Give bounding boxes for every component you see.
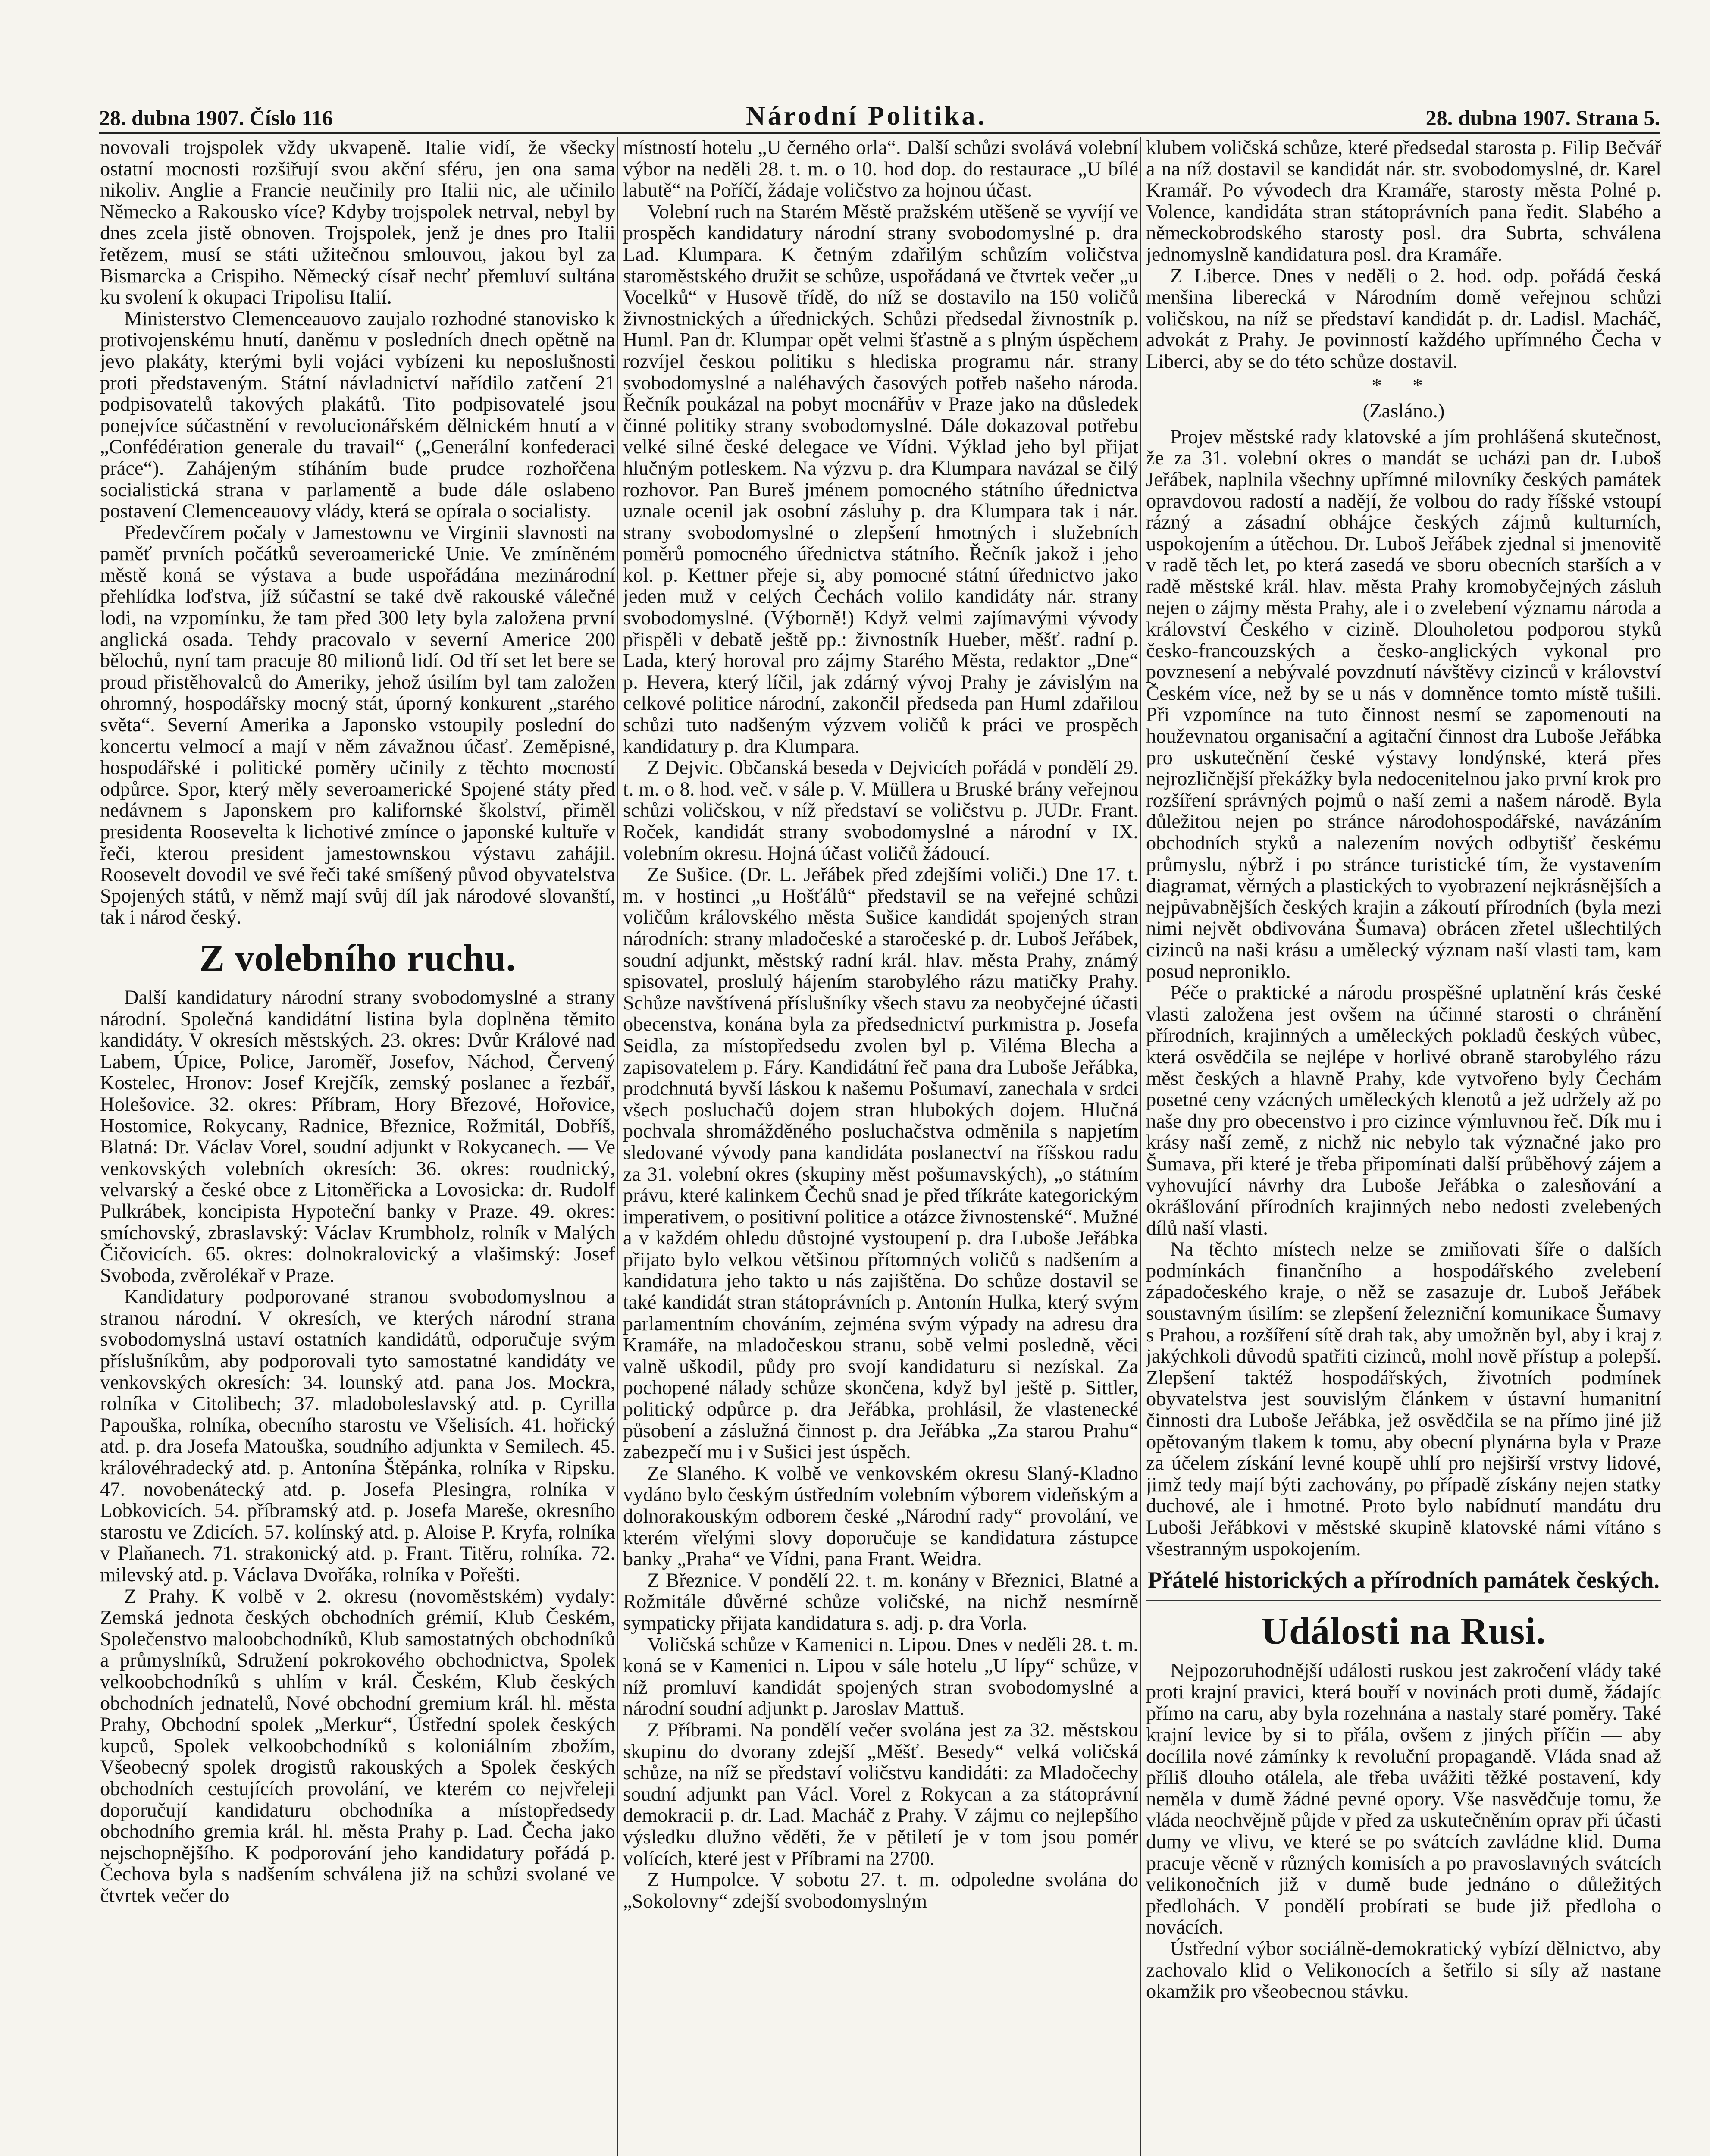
article-paragraph: Ze Sušice. (Dr. L. Jeřábek před zdejšími voliči.) Dne 17. t. m. v hostinci „u Hošťálů“ představil se na veřejné schůzi voličům královského města Sušice kandidát spojených stran národních: strany mladočeské a staročeské p. dr. Luboš Jeřábek, soudní adjunkt, městský radní král. hlav. města Prahy, známý spisovatel, proslulý hájením starobylého rázu matičky Prahy. Schůze navštívená příslušníky všech stavu za neobyčejné účasti obecenstva, konána byla za předsednictví purkmistra p. Josefa Seidla, za místopředsedu zvolen byl p. Viléma Blecha a zapisovatelem p. Fáry. Kandidátní řeč pana dra Luboše Jeřábka, prodchnutá byvší láskou k našemu Pošumaví, zanechala v srdci všech posluchačů dojem stran hlubokých dojem. Hlučná pochvala shromážděného posluchačstva odměnila s napjetím sledované vývody pana kandidáta poslanectví na říšskou radu za 31. volební okres (skupiny měst pošumavských), „o státním právu, které kalinkem Čechů snad je před tříkráte kategorickým imperativem, o positivní politice a otázce živnostenské“. Mužné a v každém ohledu důstojné vystoupení p. dra Luboše Jeřábka přijato bylo velkou většinou přítomných voličů s nadšením a kandidatura jeho takto u nás zajištěna. Do schůze dostavil se také kandidát stran státoprávních p. Antonín Hulka, který svým parlamentním chováním, zejména svým výpady na adresu dra Kramáře, na mladočeskou stranu, sobě velmi posledně, věci valně uškodil, půdy pro svojí kandidaturu si nezískal. Za pochopené nálady schůze skončena, když byl ještě p. Sittler, politický odpůrce p. dra Jeřábka, prohlásil, že vlastenecké působení a záslužná činnost p. dra Jeřábka „Za starou Prahu“ zabezpečí mu i v Sušici jest úspěch.: [623, 864, 1138, 1463]
section-rule: [1146, 1600, 1661, 1601]
article-paragraph: Volební ruch na Starém Městě pražském utěšeně se vyvíjí ve prospěch kandidatury národní strany svobodomyslné p. dra Lad. Klumpara. K četným zdařilým schůzím voličstva staroměstského družit se schůze, uspořádaná ve čtvrtek večer „u Vocelků“ v Husově třídě, do níž se dostavilo na 150 voličů živnostnických a úřednických. Schůzi předsedal živnostník p. Huml. Pan dr. Klumpar opět velmi šťastně a s plným úspěchem rozvíjel českou politiku s hlediska programu nár. strany svobodomyslné a naléhavých časových potřeb našeho národa. Řečník poukázal na pobyt mocnářův v Praze jako na důsledek činné politiky strany svobodomyslné. Dále dokazoval potřebu velké silné české delegace ve Vídni. Výklad jeho byl přijat hlučným potleskem. Na výzvu p. dra Klumpara navázal se čilý rozhovor. Pan Bureš jménem pomocného státního úřednictva uznale ocenil jak osobní zásluhy p. dra Klumpara tak i nár. strany svobodomyslné o zlepšení hmotných i služebních poměrů pomocného úřednictva státního. Řečník jakož i jeho kol. p. Kettner přeje si, aby pomocné státní úřednictvo jako jeden muž v celých Čechách volilo kandidáty nár. strany svobodomyslné. (Výborně!) Když velmi zajímavými vývody přispěli v debatě ještě pp.: živnostník Hueber, měšť. radní p. Lada, který horoval pro zájmy Starého Města, redaktor „Dne“ p. Hevera, který líčil, jak zdárný vývoj Prahy je závislým na celkové politice národní, zakončil předseda pan Huml zdařilou schůzi tuto nadšeným výzvem voličů k práci ve prospěch kandidatury p. dra Klumpara.: [623, 201, 1138, 758]
article-paragraph: Z Březnice. V pondělí 22. t. m. konány v Březnici, Blatné a Rožmitále důvěrné schůze voličské, na nichž nesmírně sympaticky přijata kandidatura s. adj. p. dra Vorla.: [623, 1569, 1138, 1634]
article-paragraph: Z Liberce. Dnes v neděli o 2. hod. odp. pořádá česká menšina liberecká v Národním domě veřejnou schůzi voličskou, na níž se představí kandidát p. dr. Ladisl. Macháč, advokát z Prahy. Je povinností každého upřímného Čecha v Liberci, aby se do této schůze dostavil.: [1146, 265, 1661, 373]
article-paragraph: Z Dejvic. Občanská beseda v Dejvicích pořádá v pondělí 29. t. m. o 8. hod. več. v sále p. V. Müllera u Bruské brány veřejnou schůzi voličskou, v níž představí se voličstvu p. JUDr. Frant. Roček, kandidát strany svobodomyslné a národní v IX. volebním okresu. Hojná účast voličů žádoucí.: [623, 757, 1138, 865]
signature-line: Přátelé historických a přírodních památek českých.: [1148, 1567, 1660, 1593]
article-paragraph: Další kandidatury národní strany svobodomyslné a strany národní. Společná kandidátní listina byla doplněna těmito kandidáty. V okresích městských. 23. okres: Dvůr Králové nad Labem, Úpice, Police, Jaroměř, Josefov, Náchod, Červený Kostelec, Hronov: Josef Krejčík, zemský poslanec a řezbář, Holešovice. 32. okres: Příbram, Hory Březové, Hořovice, Hostomice, Rokycany, Radnice, Březnice, Rožmitál, Dobříš, Blatná: Dr. Václav Vorel, soudní adjunkt v Rokycanech. — Ve venkovských volebních okresích: 36. okres: roudnický, velvarský a české obce z Litoměřicka a Lovosicka: dr. Rudolf Pulkrábek, koncipista Hypoteční banky v Praze. 49. okres: smíchovský, zbraslavský: Václav Krumbholz, rolník v Malých Čičovicích. 65. okres: dolnokralovický a vlašimský: Josef Svoboda, zvěrolékař v Praze.: [100, 986, 615, 1287]
header-date-issue: 28. dubna 1907. Číslo 116: [99, 106, 333, 130]
article-paragraph: novovali trojspolek vždy ukvapeně. Italie vidí, že všecky ostatní mocnosti rozšiřují svou akční sféru, jen ona sama nikoliv. Anglie a Francie neučinily pro Italii nic, ale učinilo Německo a Rakousko více? Kdyby trojspolek netrval, nebyl by dnes zcela jistě obnoven. Trojspolek, jenž je dnes pro Italii řetězem, musí se státi užitečnou smlouvou, jakou byl za Bismarcka a Crispiho. Německý císař nechť přemluví sultána ku svolení k okupaci Tripolisu Italií.: [100, 137, 615, 309]
article-paragraph: klubem voličská schůze, které předsedal starosta p. Filip Bečvář a na níž dostavil se kandidát nár. str. svobodomyslné, dr. Karel Kramář. Po vývodech dra Kramáře, starosty města Polné p. Volence, kandidáta stran státoprávních pana ředit. Slabého a německobrodského starosty posl. dra Subrta, schválena jednomyslně kandidatura posl. dra Kramáře.: [1146, 137, 1661, 266]
column-1: [100, 137, 615, 2156]
article-paragraph: Na těchto místech nelze se zmiňovati šíře o dalších podmínkách finančního a hospodářského zvelebení západočeského kraje, o něž se zasazuje dr. Luboš Jeřábek soustavným úsilím: se zlepšení železniční komunikace Šumavy s Prahou, a rozšíření sítě drah tak, aby umožněn byl, aby i kraj z jakýchkoli důvodů spatřiti cizinců, mohl nově přístup a polepší. Zlepšení taktéž hospodářských, životních podmínek obyvatelstva jest souvislým článkem v ústavní humanitní činnosti dra Luboše Jeřábka, jež osvědčila se na přímo jiné již opětovaným tlakem k tomu, aby obecní plynárna byla v Praze za účelem získání levné koupě uhlí pro nejširší vrstvy lidové, jimž tedy mají býti zachovány, po případě získány nejen statky duchové, ale i hmotné. Proto bylo nabídnutí mandátu dru Luboši Jeřábkovi v městské skupině klatovské námi vítáno s všestranným uspokojením.: [1146, 1238, 1661, 1560]
article-paragraph: Péče o praktické a národu prospěšné uplatnění krás české vlasti založena jest ovšem na účinné starosti o chránění přírodních, krajinných a uměleckých pokladů českých vůbec, která osvědčila se nejlépe v horlivé obraně starobylého rázu měst českých a hlavně Prahy, kde vytvořeno byly Čechám posetné ceny vzácných uměleckých klenotů a jež udržely až po naše dny pro obecenstvo i pro cizince výmluvnou řeč. Dík mu i krásy naší země, z nichž nic nebylo tak význačné jako pro Šumava, při které je třeba připomínati další průběhový zájem a vyhovující návrhy dra Luboše Jeřábka o zalesňování a okrášlování přírodních krajinných nebo nedosti zvelebených dílů naší vlasti.: [1146, 982, 1661, 1239]
section-heading-russia: Události na Rusi.: [1261, 1611, 1546, 1653]
article-paragraph: Projev městské rady klatovské a jím prohlášená skutečnost, že za 31. volební okres o mandát se ucházi pan dr. Luboš Jeřábek, naplnila všechny upřímné milovníky českých památek opravdovou radostí a nadějí, že volbou do rady říšské vstoupí rázný a zásadní obhájce českých zájmů kulturních, uspokojením a útěchou. Dr. Luboš Jeřábek zjednal si jmenovitě v radě těch let, po která zasedá ve sboru obecních starších a v radě městské král. hlav. města Prahy kromobyčejných zásluh nejen o zájmy města Prahy, ale i o zvelebení významu národa a království Českého v cizině. Dlouholetou podporou styků česko-francouzských a česko-anglických vykonal pro povznesení a nebývalé povzdnutí návštěvy cizinců v království Českém více, než by se u nás v domněnce tomto místě tušili. Při vzpomínce na tuto činnost nesmí se zapomenouti na houževnatou organisační a agitační činnost dra Luboše Jeřábka pro uskutečnění české výstavy londýnské, která přes nejrozličnější překážky byla nedocenitelnou jako první krok pro rozšíření správných pojmů o naší zemi a našem národě. Byla důležitou nejen po stránce národohospodářské, navázáním obchodních styků a nalezením nových odbytišť českému průmyslu, nýbrž i po stránce turistické tím, že vystavením diagramat, věrných a plastických to vyobrazení nejkrásnějších a nejpůvabnějších českých krajin a zákoutí přírodních (byla mezi nimi největ obdivována Šumava) obrácen zřetel ušlechtilých cizinců na naši krásu a umělecký význam naší vlasti tam, kam posud neproniklo.: [1146, 426, 1661, 983]
column-divider-1: [617, 137, 618, 2156]
header-date-page: 28. dubna 1907. Strana 5.: [1425, 106, 1660, 130]
column-3: [1146, 137, 1661, 2156]
article-paragraph: Voličská schůze v Kamenici n. Lipou. Dnes v neděli 28. t. m. koná se v Kamenici n. Lipou v sále hotelu „U lípy“ schůze, v níž promluví kandidát spojených stran svobodomyslné a národní soudní adjunkt p. Jaroslav Mattuš.: [623, 1633, 1138, 1720]
article-paragraph: místností hotelu „U černého orla“. Další schůzi svolává volební výbor na neděli 28. t. m. o 10. hod dop. do restaurace „U bílé labutě“ na Poříčí, žádaje voličstvo za hojnou účast.: [623, 137, 1138, 202]
section-separator-stars: * *: [1372, 374, 1436, 397]
column-divider-2: [1140, 137, 1141, 2156]
article-paragraph: Z Prahy. K volbě v 2. okresu (novoměstském) vydaly: Zemská jednota českých obchodních grémií, Klub Českém, Společenstvo maloobchodníků, Klub samostatných obchodníků a průmyslníků, Sdružení pokrokového obchodnictva, Spolek velkoobchodníků s uhlím v král. Českém, Klub českých obchodních jednatelů, Nové obchodní gremium král. hl. města Prahy, Obchodní spolek „Merkur“, Ústřední spolek českých kupců, Spolek velkoobchodníků s koloniálním zbožím, Všeobecný spolek drogistů rakouských a Spolek českých obchodních cestujících provolání, ve kterém co nejvřeleji doporučují kandidaturu obchodníka a místopředsedy obchodního gremia král. hl. města Prahy p. Lad. Čecha jako nejschopnějšího. K podporování jeho kandidatury pořádá p. Čechova byla s nadšením schválena již na schůzi svolané ve čtvrtek večer do: [100, 1585, 615, 1907]
column-2: [623, 137, 1138, 2156]
article-paragraph: Předevčírem počaly v Jamestownu ve Virginii slavnosti na paměť prvních počátků severoamerické Unie. Ve zmíněném městě koná se výstava a bude uspořádána mezinárodní přehlídka loďstva, jíž súčastní se také dvě rakouské válečné lodi, na vzpomínku, že tam před 300 lety byla založena první anglická osada. Tehdy pracovalo v severní Americe 200 bělochů, nyní tam pracuje 80 milionů lidí. Od tří set let bere se proud přistěhovalců do Ameriky, jehož úsilím byl tam založen ohromný, hospodářsky mocný stát, úporný konkurent „starého světa“. Severní Amerika a Japonsko vstoupily poslední do koncertu velmocí a mají v něm závažnou účasť. Zeměpisné, hospodářské i politické poměry učinily z těchto mocností odpůrce. Spor, který měly severoamerické Spojené státy před nedávnem s Japonskem pro kalifornské školství, přiměl presidenta Roosevelta k lichotivé zmínce o japonské kultuře v řeči, kterou president jamestownskou výstavu zahájil. Roosevelt dovodil ve své řeči také smíšený původ obyvatelstva Spojených států, v němž mají svůj díl jak národové slovanští, tak i národ český.: [100, 521, 615, 929]
article-paragraph: Nejpozoruhodnější události ruskou jest zakročení vlády také proti krajní pravici, která bouří v novinách proti dumě, žádajíc přímo na caru, aby byla rozehnána a nastaly staré poměry. Také krajní levice by si to přála, ovšem z jiných příčin — aby docílila nové zámínky k revoluční propagandě. Vláda snad až příliš dlouho otálela, ale třeba uvážiti těžké postavení, kdy neměla v dumě žádné pevné opory. Vše nasvědčuje tomu, že vláda neochvějně půjde v před za uskutečněním oprav při účasti dumy ve vlivu, ve které se po svátcích zavládne klid. Duma pracuje věcně v různých komisích a po pravoslavných svátcích velikonočních již v dumě bude jednáno o důležitých předlohách. V pondělí probírati se bude již předloha o novácích.: [1146, 1660, 1661, 1939]
article-paragraph: Ústřední výbor sociálně-demokratický vybízí dělnictvo, aby zachovalo klid o Velikonocích a šetřilo si síly až nastane okamžik pro všeobecnou stávku.: [1146, 1937, 1661, 2003]
article-paragraph: Ministerstvo Clemenceauovo zaujalo rozhodné stanovisko k protivojenskému hnutí, daněmu v posledních dnech opětně na jevo plakáty, kterými byli vojáci vybízeni ku neposlušnosti proti představeným. Státní návladnictví nařídilo zatčení 21 podpisovatelů takových plakátů. Tito podpisovatelé jsou ponejvíce súčastnění v revolucionářském dělnickém hnutí a v „Confédération generale du travail“ („Generální konfederaci práce“). Zahájeným stíháním bude prudce rozhořčena socialistická strana v parlamentě a bude dále oslabeno postavení Clemenceauovy vlády, která se opírala o socialisty.: [100, 307, 615, 523]
article-paragraph: Kandidatury podporované stranou svobodomyslnou a stranou národní. V okresích, ve kterých národní strana svobodomyslná ustaví ostatních kandidátů, odporučuje svým příslušníkům, aby podporovali tyto samostatné kandidáty ve venkovských okresích: 34. lounský atd. pana Jos. Mockra, rolníka v Citolibech; 37. mladoboleslavský atd. p. Cyrilla Papouška, rolníka, obecního starostu ve Všelisích. 41. hořický atd. p. dra Josefa Matouška, soudního adjunkta v Semilech. 45. královéhradecký atd. p. Antonína Štěpánka, rolníka v Ripsku. 47. novobenátecký atd. p. Josefa Plesingra, rolníka v Lobkovicích. 54. příbramský atd. p. Josefa Mareše, okresního starostu ve Zdicích. 57. kolínský atd. p. Aloise P. Kryfa, rolníka v Plaňanech. 71. strakonický atd. p. Frant. Titěru, rolníka. 72. milevský atd. p. Václava Dvořáka, rolníka v Pořešti.: [100, 1286, 615, 1586]
section-heading-election: Z volebního ruchu.: [199, 937, 516, 979]
page-header: [99, 97, 1660, 135]
article-paragraph: Z Příbrami. Na pondělí večer svolána jest za 32. městskou skupinu do dvorany zdejší „Měšť. Besedy“ velká voličská schůze, na níž se představí voličstvu kandidáti: za Mladočechy soudní adjunkt pan Václ. Vorel z Rokycan a za státoprávní demokracii p. dr. Lad. Macháč z Prahy. V zájmu co nejlepšího výsledku dlužno věděti, že v pětiletí je v tom jsou pomér volících, které jest v Příbrami na 2700.: [623, 1719, 1138, 1870]
article-paragraph: Ze Slaného. K volbě ve venkovském okresu Slaný-Kladno vydáno bylo českým ústředním volebním výborem videňským a dolnorakouským odborem české „Národní rady“ provolání, ve kterém vřelými slovy doporučuje se kandidatura zástupce banky „Praha“ ve Vídni, pana Frant. Weidra.: [623, 1462, 1138, 1570]
article-paragraph: Z Humpolce. V sobotu 27. t. m. odpoledne svolána do „Sokolovny“ zdejší svobodomyslným: [623, 1869, 1138, 1912]
zaslano-label: (Zasláno.): [1362, 400, 1445, 423]
masthead-title: Národní Politika.: [746, 101, 987, 131]
header-rule: [99, 132, 1660, 134]
